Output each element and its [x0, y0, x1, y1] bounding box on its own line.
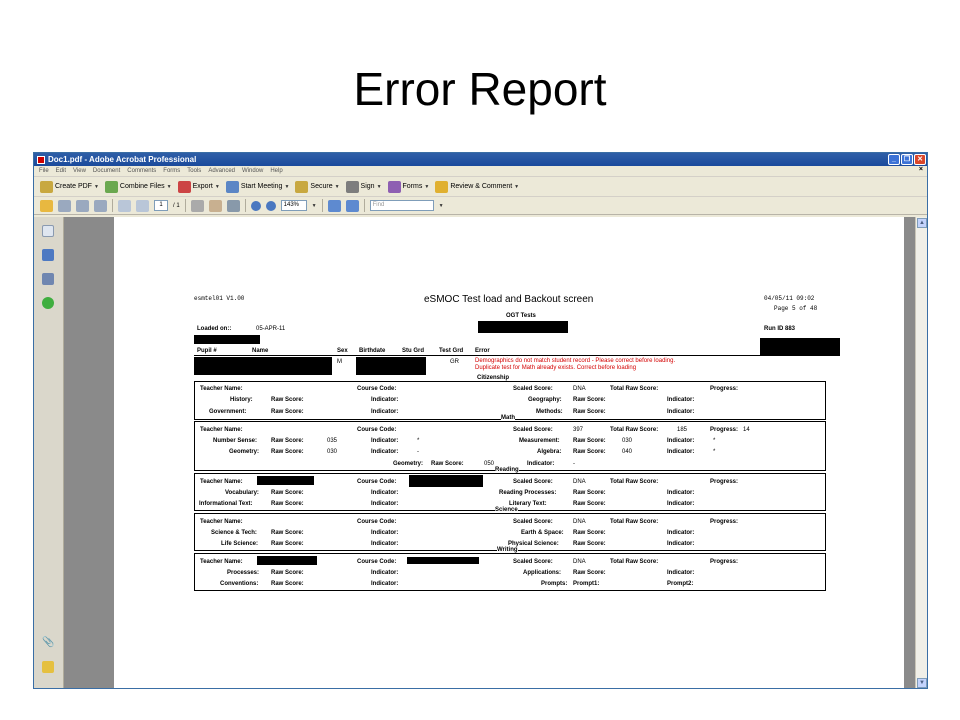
vertical-scrollbar[interactable] [915, 217, 927, 689]
fit-page-icon[interactable] [328, 200, 341, 212]
combine-files-label: Combine Files [119, 183, 165, 190]
raw-score-label: Raw Score: [271, 397, 304, 403]
close-button[interactable]: ✕ [914, 154, 926, 165]
menu-file[interactable]: File [39, 168, 49, 174]
raw-score-label: Raw Score: [271, 501, 304, 507]
raw-score-label: Raw Score: [271, 541, 304, 547]
indicator-label: Indicator: [667, 490, 695, 496]
indicator-label: Indicator: [527, 461, 555, 467]
total-raw-score-label: Total Raw Score: [610, 386, 659, 392]
prompt2-label: Prompt2: [667, 581, 694, 587]
teacher-name-label: Teacher Name: [200, 519, 243, 525]
menu-comments[interactable]: Comments [127, 168, 157, 174]
raw-score-label: Raw Score: [573, 570, 606, 576]
history-label: History: [230, 397, 253, 403]
raw-score-value: 050 [484, 461, 495, 467]
raw-score-label: Raw Score: [573, 409, 606, 415]
scaled-score-label: Scaled Score: [513, 386, 553, 392]
bookmarks-icon[interactable] [42, 249, 54, 261]
science-section [194, 507, 826, 551]
meeting-icon [226, 181, 239, 193]
sign-button[interactable]: Sign ▼ [346, 181, 382, 193]
raw-score-label: Raw Score: [573, 397, 606, 403]
redacted-block [257, 476, 314, 485]
combine-files-button[interactable]: Combine Files ▼ [105, 181, 172, 193]
raw-score-value: 035 [327, 438, 338, 444]
minimize-button[interactable]: _ [888, 154, 900, 165]
menu-tools[interactable]: Tools [187, 168, 202, 174]
earth-space-label: Earth & Space: [521, 530, 564, 536]
col-sex: Sex [337, 348, 348, 354]
page-number-input[interactable]: 1 [154, 200, 168, 211]
pages-icon[interactable] [42, 225, 54, 237]
reading-section [194, 467, 826, 511]
indicator-label: Indicator: [371, 449, 399, 455]
menu-bar [34, 166, 927, 177]
hand-tool-icon[interactable] [209, 200, 222, 212]
slide-title: Error Report [353, 63, 607, 115]
sign-label: Sign [360, 183, 375, 190]
create-pdf-icon [40, 181, 53, 193]
col-pupil: Pupil # [197, 348, 217, 354]
raw-score-label: Raw Score: [271, 490, 304, 496]
zoom-level-select[interactable]: 143% [281, 200, 307, 211]
open-folder-icon[interactable] [40, 200, 53, 212]
indicator-label: Indicator: [371, 501, 399, 507]
indicator-label: Indicator: [667, 438, 695, 444]
section-title: Reading [495, 467, 519, 473]
redacted-block [409, 475, 483, 487]
total-raw-score-value: 185 [677, 427, 688, 433]
indicator-label: Indicator: [667, 570, 695, 576]
scaled-score-label: Scaled Score: [513, 427, 553, 433]
program-id: esmtel01 V1.00 [194, 295, 245, 302]
zoom-tool-icon[interactable] [227, 200, 240, 212]
applications-label: Applications: [523, 570, 562, 576]
indicator-value: * [417, 438, 420, 444]
indicator-label: Indicator: [667, 449, 695, 455]
start-meeting-button[interactable]: Start Meeting ▼ [226, 181, 290, 193]
tasks-toolbar [34, 177, 927, 197]
processes-label: Processes: [227, 570, 260, 576]
raw-score-label: Raw Score: [573, 541, 606, 547]
number-sense-label: Number Sense: [213, 438, 258, 444]
geometry-extra-label: Geometry: [393, 461, 424, 467]
col-test-grd: Test Grd [439, 348, 464, 354]
menu-window[interactable]: Window [242, 168, 264, 174]
review-comment-button[interactable]: Review & Comment ▼ [435, 181, 519, 193]
course-code-label: Course Code: [357, 427, 397, 433]
government-label: Government: [209, 409, 247, 415]
redacted-block [478, 321, 568, 333]
secure-button[interactable]: Secure ▼ [295, 181, 339, 193]
raw-score-value: 040 [622, 449, 633, 455]
total-raw-score-label: Total Raw Score: [610, 559, 659, 565]
lock-icon [295, 181, 308, 193]
student-sex: M [337, 359, 342, 365]
export-label: Export [192, 183, 213, 190]
methods-label: Methods: [536, 409, 563, 415]
scaled-score-value: DNA [573, 479, 586, 485]
print-icon[interactable] [58, 200, 71, 212]
math-section [194, 415, 826, 471]
teacher-name-label: Teacher Name: [200, 427, 243, 433]
redacted-block [356, 357, 426, 375]
combine-files-icon [105, 181, 118, 193]
create-pdf-label: Create PDF [55, 183, 92, 190]
menu-advanced[interactable]: Advanced [208, 168, 235, 174]
science-tech-label: Science & Tech: [211, 530, 257, 536]
section-title: Writing [497, 547, 518, 553]
menu-help[interactable]: Help [270, 168, 283, 174]
raw-score-label: Raw Score: [271, 530, 304, 536]
course-code-label: Course Code: [357, 559, 397, 565]
menu-view[interactable]: View [73, 168, 86, 174]
informational-text-label: Informational Text: [199, 501, 253, 507]
teacher-name-label: Teacher Name: [200, 386, 243, 392]
content-area [34, 217, 927, 689]
raw-score-label: Raw Score: [271, 570, 304, 576]
progress-label: Progress: [710, 427, 739, 433]
section-title: Citizenship [477, 375, 510, 381]
navigation-toolbar: 1 / 1 143% ▼ Find ▼ [34, 197, 927, 215]
indicator-label: Indicator: [371, 541, 399, 547]
raw-score-label: Raw Score: [271, 581, 304, 587]
run-id: Run ID 883 [764, 326, 796, 332]
raw-score-label: Raw Score: [573, 530, 606, 536]
indicator-label: Indicator: [371, 570, 399, 576]
secure-label: Secure [310, 183, 333, 190]
scroll-down-icon[interactable]: ▼ [917, 678, 927, 688]
raw-score-label: Raw Score: [431, 461, 464, 467]
error-message-1: Demographics do not match student record - Please correct before loading. [475, 358, 676, 364]
report-subtitle: OGT Tests [506, 313, 536, 319]
export-icon [178, 181, 191, 193]
attachments-icon[interactable]: 📎 [42, 637, 55, 648]
total-raw-score-label: Total Raw Score: [610, 479, 659, 485]
indicator-label: Indicator: [371, 581, 399, 587]
conventions-label: Conventions: [220, 581, 259, 587]
literary-text-label: Literary Text: [509, 501, 547, 507]
scaled-score-value: DNA [573, 386, 586, 392]
indicator-label: Indicator: [371, 397, 399, 403]
prompts-label: Prompts: [541, 581, 568, 587]
redacted-block [407, 557, 479, 564]
indicator-label: Indicator: [667, 501, 695, 507]
measurement-label: Measurement: [519, 438, 560, 444]
forms-label: Forms [402, 183, 423, 190]
scaled-score-label: Scaled Score: [513, 519, 553, 525]
page-total: / 1 [173, 202, 180, 209]
start-meeting-label: Start Meeting [240, 183, 283, 190]
indicator-label: Indicator: [371, 530, 399, 536]
course-code-label: Course Code: [357, 479, 397, 485]
course-code-label: Course Code: [357, 386, 397, 392]
loaded-date: 05-APR-11 [256, 326, 286, 332]
close-document-icon[interactable]: × [918, 166, 923, 173]
pen-icon [346, 181, 359, 193]
redacted-block [194, 357, 332, 375]
indicator-value: - [573, 461, 575, 467]
restore-button[interactable]: ❐ [901, 154, 913, 165]
report-title: eSMOC Test load and Backout screen [424, 294, 594, 305]
raw-score-label: Raw Score: [271, 409, 304, 415]
raw-score-label: Raw Score: [573, 449, 606, 455]
forms-icon [388, 181, 401, 193]
redacted-block [194, 335, 260, 344]
raw-score-label: Raw Score: [573, 438, 606, 444]
col-name: Name [252, 348, 269, 354]
menu-document[interactable]: Document [92, 168, 121, 174]
forms-button[interactable]: Forms ▼ [388, 181, 430, 193]
total-raw-score-label: Total Raw Score: [610, 519, 659, 525]
indicator-label: Indicator: [667, 541, 695, 547]
loaded-label: Loaded on:: [197, 326, 232, 332]
col-error: Error [475, 348, 490, 354]
scaled-score-value: 397 [573, 427, 584, 433]
signatures-icon[interactable] [42, 273, 54, 285]
raw-score-value: 030 [327, 449, 338, 455]
scaled-score-value: DNA [573, 559, 586, 565]
help-icon[interactable] [42, 297, 54, 309]
indicator-value: * [713, 449, 716, 455]
raw-score-value: 030 [622, 438, 633, 444]
indicator-label: Indicator: [667, 409, 695, 415]
next-page-icon[interactable] [136, 200, 149, 212]
report-datetime: 04/05/11 09:02 [764, 295, 815, 302]
indicator-label: Indicator: [667, 397, 695, 403]
raw-score-label: Raw Score: [271, 449, 304, 455]
student-test-grd: GR [450, 359, 459, 365]
document-viewport[interactable] [64, 217, 915, 689]
redacted-block [257, 556, 317, 565]
teacher-name-label: Teacher Name: [200, 559, 243, 565]
find-input[interactable]: Find [370, 200, 434, 211]
indicator-value: * [713, 438, 716, 444]
writing-section [194, 547, 826, 591]
indicator-label: Indicator: [371, 438, 399, 444]
review-comment-label: Review & Comment [450, 183, 513, 190]
geometry-label: Geometry: [229, 449, 260, 455]
progress-label: Progress: [710, 479, 739, 485]
reading-processes-label: Reading Processes: [499, 490, 557, 496]
physical-science-label: Physical Science: [508, 541, 559, 547]
acrobat-window [33, 152, 928, 689]
export-button[interactable]: Export ▼ [178, 181, 220, 193]
section-title: Science [495, 507, 518, 513]
report-page: Page 5 of 48 [774, 305, 818, 312]
title-bar [34, 153, 927, 166]
teacher-name-label: Teacher Name: [200, 479, 243, 485]
scaled-score-label: Scaled Score: [513, 479, 553, 485]
raw-score-label: Raw Score: [573, 490, 606, 496]
acrobat-app-icon [37, 156, 45, 164]
section-title: Math [501, 415, 515, 421]
col-stu-grd: Stu Grd [402, 348, 424, 354]
comment-icon [435, 181, 448, 193]
create-pdf-button[interactable]: Create PDF ▼ [40, 181, 99, 193]
menu-forms[interactable]: Forms [163, 168, 181, 174]
zoom-out-icon[interactable] [251, 201, 261, 211]
indicator-label: Indicator: [667, 530, 695, 536]
raw-score-label: Raw Score: [271, 438, 304, 444]
redacted-block [760, 338, 840, 356]
indicator-value: - [417, 449, 419, 455]
navigation-pane [34, 217, 64, 689]
indicator-label: Indicator: [371, 409, 399, 415]
window-title: Doc1.pdf - Adobe Acrobat Professional [48, 155, 197, 164]
indicator-label: Indicator: [371, 490, 399, 496]
menu-edit[interactable]: Edit [55, 168, 67, 174]
save-icon[interactable] [76, 200, 89, 212]
pdf-page [114, 217, 904, 689]
progress-label: Progress: [710, 559, 739, 565]
prompt1-label: Prompt1: [573, 581, 600, 587]
geography-label: Geography: [528, 397, 562, 403]
comments-icon[interactable] [42, 661, 54, 673]
previous-page-icon[interactable] [118, 200, 131, 212]
zoom-in-icon[interactable] [266, 201, 276, 211]
algebra-label: Algebra: [537, 449, 562, 455]
email-icon[interactable] [94, 200, 107, 212]
col-birthdate: Birthdate [359, 348, 386, 354]
error-message-2: Duplicate test for Math already exists. Correct before loading [475, 365, 637, 371]
progress-value: 14 [743, 427, 750, 433]
raw-score-label: Raw Score: [573, 501, 606, 507]
fit-width-icon[interactable] [346, 200, 359, 212]
course-code-label: Course Code: [357, 519, 397, 525]
scaled-score-value: DNA [573, 519, 586, 525]
scaled-score-label: Scaled Score: [513, 559, 553, 565]
scroll-up-icon[interactable]: ▲ [917, 218, 927, 228]
life-science-label: Life Science: [221, 541, 259, 547]
progress-label: Progress: [710, 519, 739, 525]
total-raw-score-label: Total Raw Score: [610, 427, 659, 433]
progress-label: Progress: [710, 386, 739, 392]
select-tool-icon[interactable] [191, 200, 204, 212]
vocabulary-label: Vocabulary: [225, 490, 259, 496]
